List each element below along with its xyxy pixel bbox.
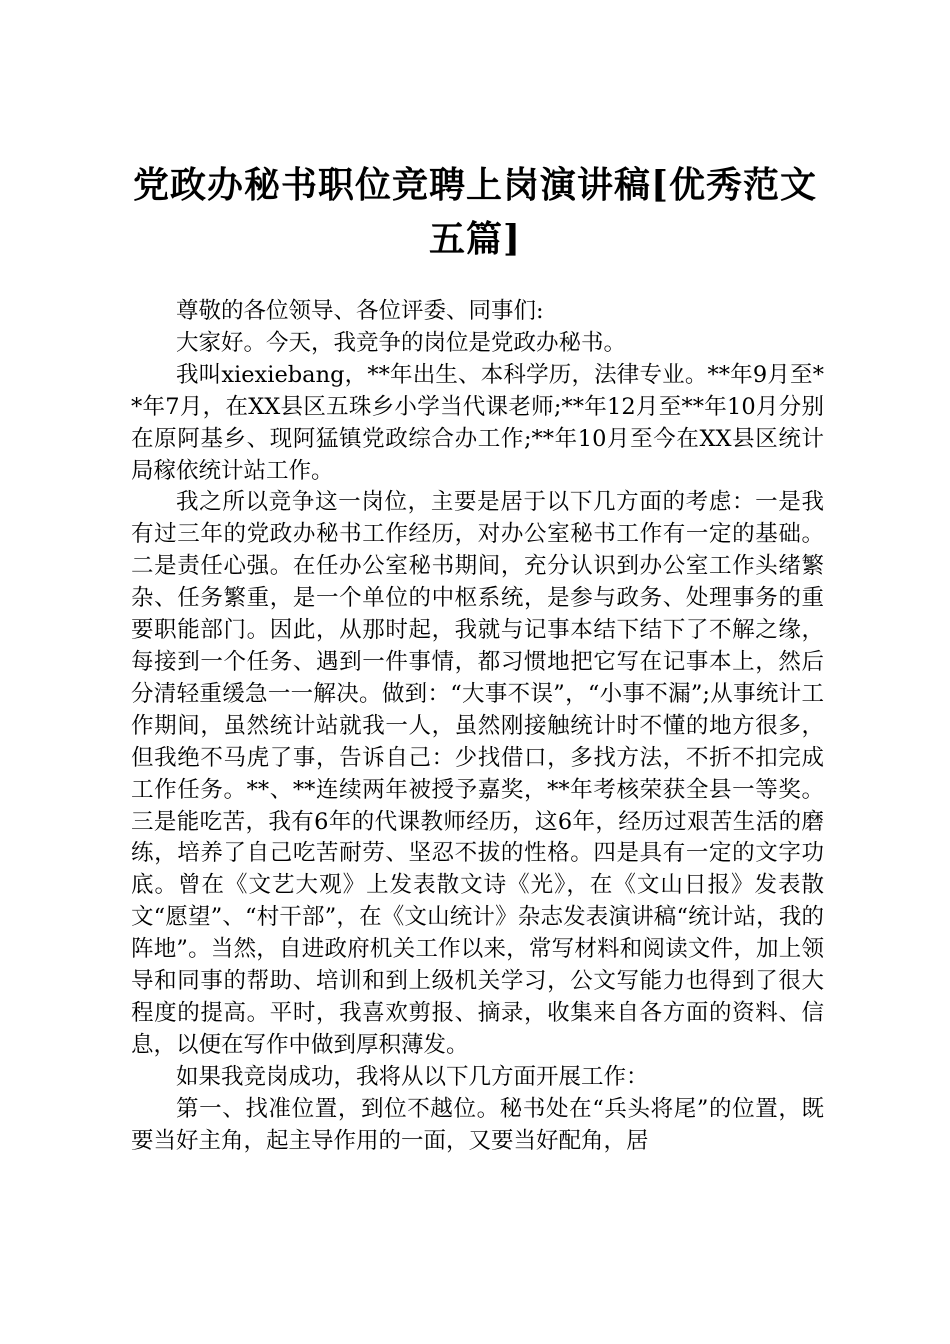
paragraph-plan-first: 第一、找准位置，到位不越位。秘书处在“兵头将尾”的位置，既要当好主角，起主导作用的一面，又要当好配角，居 xyxy=(131,1095,824,1154)
document-title: 党政办秘书职位竞聘上岗演讲稿[优秀范文五篇] xyxy=(132,164,818,260)
document-body xyxy=(131,296,824,1157)
paragraph-plan-intro: 如果我竞岗成功，我将从以下几方面开展工作： xyxy=(176,1063,649,1090)
paragraph-greeting: 尊敬的各位领导、各位评委、同事们: xyxy=(176,298,544,324)
paragraph-background: 我叫xiexiebang，**年出生、本科学历，法律专业。**年9月至**年7月，在XX县区五珠乡小学当代课老师;**年12月至**年10月分别在原阿基乡、现阿猛镇党政综合办工作;**年10月至今在XX县区统计局稼依统计站工作。 xyxy=(131,361,824,484)
paragraph-intro: 大家好。今天，我竞争的岗位是党政办秘书。 xyxy=(176,329,627,356)
paragraph-reasons: 我之所以竞争这一岗位，主要是居于以下几方面的考虑：一是我有过三年的党政办秘书工作经历，对办公室秘书工作有一定的基础。二是责任心强。在任办公室秘书期间，充分认识到办公室工作头绪繁杂、任务繁重，是一个单位的中枢系统，是参与政务、处理事务的重要职能部门。因此，从那时起，我就与记事本结下结下了不解之缘，每接到一个任务、遇到一件事情，都习惯地把它写在记事本上，然后分清轻重缓急一一解决。做到：“大事不误”，“小事不漏”;从事统计工作期间，虽然统计站就我一人，虽然刚接触统计时不懂的地方很多，但我绝不马虎了事，告诉自己：少找借口，多找方法，不折不扣完成工作任务。**、**连续两年被授予嘉奖，**年考核荣获全县一等奖。三是能吃苦，我有6年的代课教师经历，这6年，经历过艰苦生活的磨练，培养了自己吃苦耐劳、坚忍不拔的性格。四是具有一定的文字功底。曾在《文艺大观》上发表散文诗《光》，在《文山日报》发表散文“愿望”、“村干部”，在《文山统计》杂志发表演讲稿“统计站，我的阵地”。当然，自进政府机关工作以来，常写材料和阅读文件，加上领导和同事的帮助、培训和到上级机关学习，公文写能力也得到了很大程度的提高。平时，我喜欢剪报、摘录，收集来自各方面的资料、信息，以便在写作中做到厚积薄发。 xyxy=(131,489,824,1058)
